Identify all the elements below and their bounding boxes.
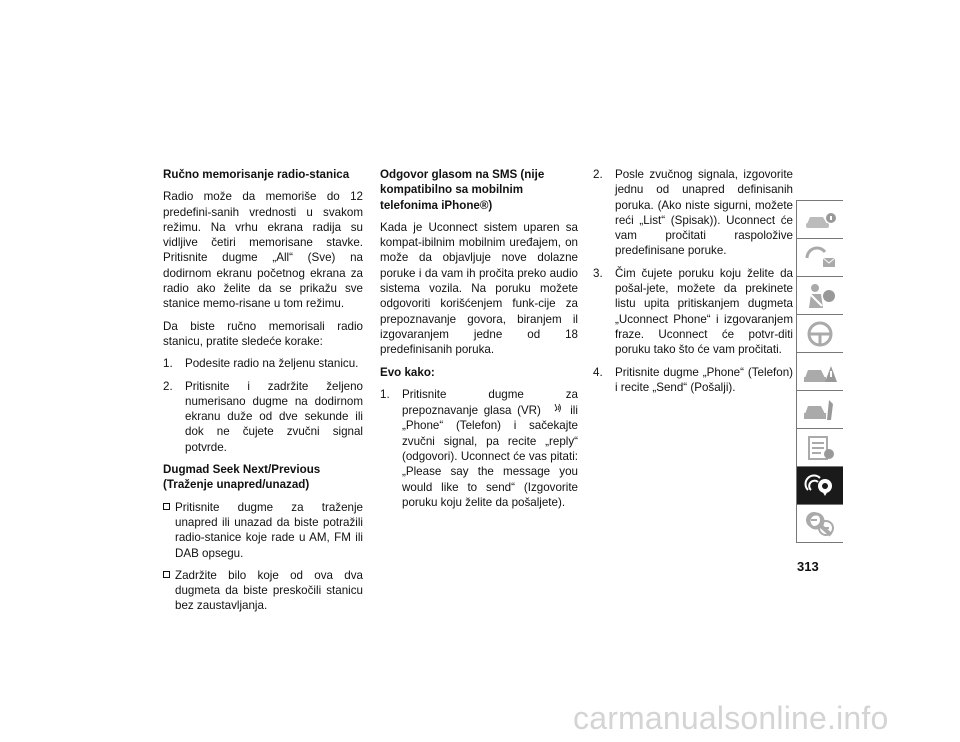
step-number: 1. [163, 357, 173, 371]
specifications-icon[interactable] [797, 428, 843, 466]
numbered-step [593, 365, 793, 396]
step-number: 1. [380, 387, 390, 401]
step-text: Pritisnite i zadržite željeno numerisano dugme na dodirnom ekranu duže od dve sekunde ili dok ne čujete zvučni signal potvrde. [185, 379, 363, 454]
step-text: Čim čujete poruku koju želite da pošal-jete, možete da prekinete listu upita pritiskanjem dugmeta „Uconnect Phone“ i izgovaranjem fraze. Uconnect će potvr-diti poruku tako što će vam pročitati. [615, 266, 793, 357]
square-bullet-icon [163, 503, 170, 510]
step-text: Posle zvučnog signala, izgovorite jednu od unapred definisanih poruka. (Ako niste sigurni, možete reći „List“ (Spisak)). Uconnect će vam pročitati raspoložive predefinisane poruke. [615, 168, 793, 258]
steering-wheel-icon[interactable] [797, 314, 843, 352]
step-text-continued: ili „Phone“ (Telefon) i sačekajte zvučni signal, pa recite „reply“ (odgovori). Uconnect će vas pitati: „Please say the message you would like to send“ (Izgovorite poruku koju želite da pošaljete). [402, 404, 578, 509]
numbered-step [593, 167, 793, 259]
middle-column [380, 167, 578, 517]
section-heading: Dugmad Seek Next/Previous (Traženje unapred/unazad) [163, 463, 321, 492]
square-bullet-icon [163, 571, 170, 578]
step-number: 3. [593, 266, 603, 280]
paragraph: Da biste ručno memorisali radio stanicu, pratite sledeće korake: [163, 319, 363, 348]
seatbelt-safety-icon[interactable] [797, 276, 843, 314]
multimedia-icon[interactable] [797, 466, 843, 504]
subheading: Evo kako: [380, 365, 435, 379]
step-text: Pritisnite dugme za prepoznavanje glasa (VR) [402, 387, 578, 418]
car-service-icon[interactable] [797, 390, 843, 428]
bullet-item [163, 568, 363, 614]
bullet-text: Pritisnite dugme za traženje unapred ili unazad da biste potražili radio-stanice koje rade u AM, FM ili DAB opsegu. [175, 500, 363, 560]
step-number: 4. [593, 365, 603, 379]
paragraph: Kada je Uconnect sistem uparen sa kompat-ibilnim mobilnim uređajem, on može da objavljuje nove dolazne poruke i da vam ih pročita preko audio sistema vozila. Na poruku možete odgovoriti korišćenjem funk-cije za prepoznavanje govora, biranjem il izgovaranjem jedne od 18 predefinisanih poruka. [380, 220, 578, 357]
roadside-emergency-icon[interactable] [797, 352, 843, 390]
left-column [163, 167, 363, 621]
numbered-step [163, 379, 363, 455]
bullet-text: Zadržite bilo koje od ova dva dugmeta da biste preskočili stanicu bez zaustavljanja. [175, 568, 363, 613]
numbered-step [593, 266, 793, 358]
step-text: Pritisnite dugme „Phone“ (Telefon) i recite „Send“ (Pošalji). [615, 365, 793, 394]
chapter-tab-sidebar [796, 200, 843, 543]
bullet-item [163, 500, 363, 561]
section-heading: Odgovor glasom na SMS (nije kompatibilno sa mobilnim telefonima iPhone®) [380, 168, 545, 212]
numbered-step [380, 387, 578, 510]
step-text: Podesite radio na željenu stanicu. [185, 357, 359, 371]
car-info-icon[interactable] [797, 200, 843, 238]
paragraph: Radio može da memoriše do 12 predefini-sanih vrednosti u svakom režimu. Na vrhu ekrana radija su vidljive četiri memorisane stavke. Pritisnite dugme „All“ (Sve) na dodirnom ekranu početnog ekrana za radio ako želite da se prikažu sve stanice memo-risane u tom režimu. [163, 190, 363, 311]
numbered-step [163, 356, 363, 371]
page-number: 313 [797, 559, 819, 574]
language-icon[interactable] [797, 504, 843, 542]
voice-recognition-icon [547, 402, 565, 418]
dashboard-message-icon[interactable] [797, 238, 843, 276]
step-number: 2. [593, 168, 603, 181]
step-number: 2. [163, 379, 173, 393]
section-heading: Ručno memorisanje radio-stanica [163, 168, 350, 181]
right-column [593, 167, 793, 402]
watermark[interactable]: carmanualsonline.info [573, 700, 889, 736]
